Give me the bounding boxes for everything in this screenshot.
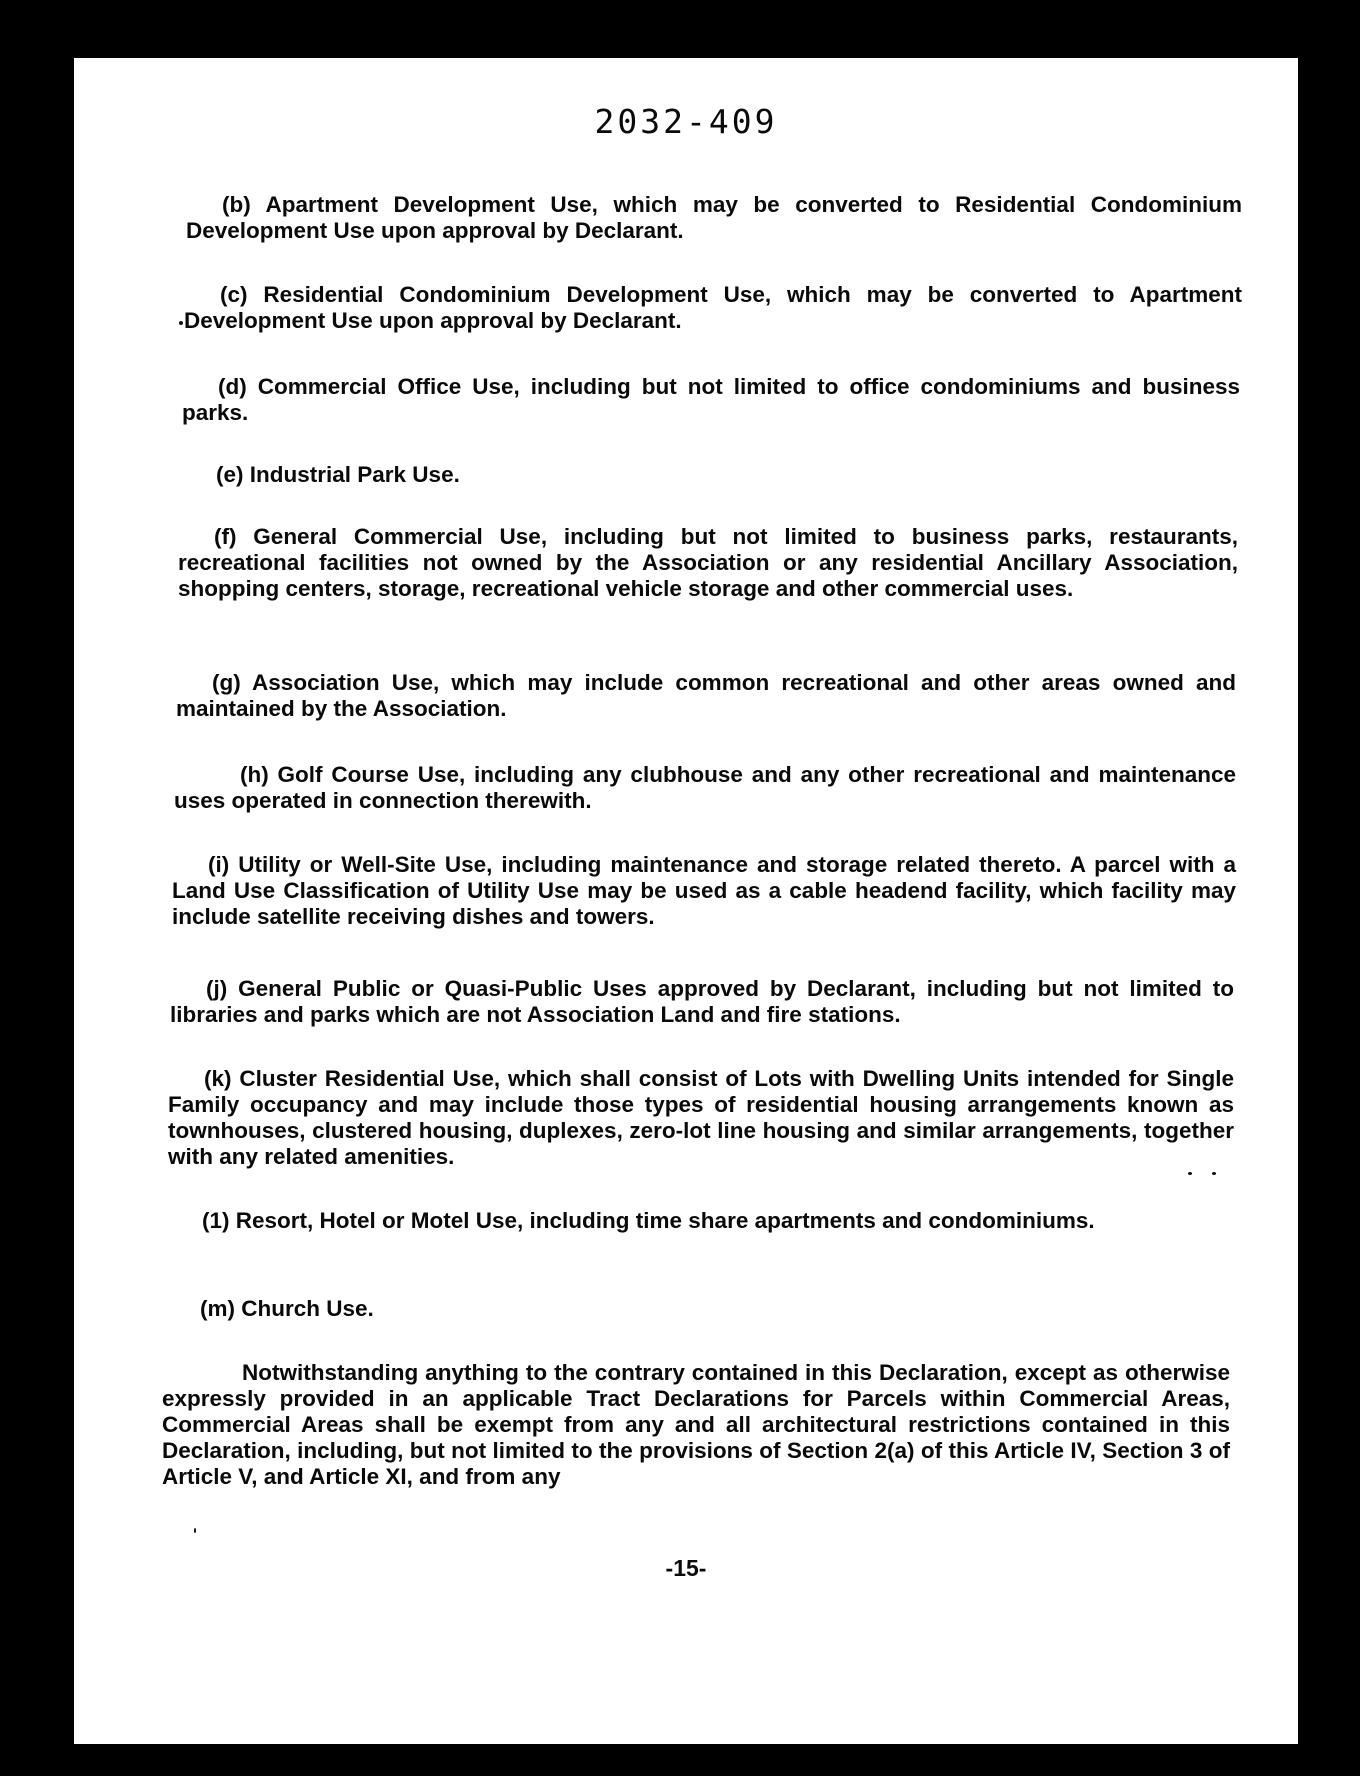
document-page — [74, 58, 1298, 1744]
paragraph-d: (d) Commercial Office Use, including but not limited to office condominiums and business parks. — [182, 374, 1240, 425]
paragraph-g: (g) Association Use, which may include common recreational and other areas owned and maintained by the Association. — [176, 670, 1236, 721]
paragraph-m: (m) Church Use. — [200, 1296, 374, 1321]
paragraph-notwithstanding: Notwithstanding anything to the contrary contained in this Declaration, except as otherwise expressly provided in an applicable Tract Declarations for Parcels within Commercial Areas, Commercial Areas shall be exempt from any and all architectural restrictions contained in this Declaration, including, but not limited to the provisions of Section 2(a) of this Article IV, Section 3 of Article V, and Article XI, and from any — [162, 1360, 1230, 1489]
document-number: 2032-409 — [594, 102, 778, 141]
scan-speck — [1212, 1172, 1216, 1175]
paragraph-l: (1) Resort, Hotel or Motel Use, including time share apartments and condominiums. — [202, 1208, 1095, 1233]
page-number: -15- — [665, 1555, 707, 1581]
scan-speck — [194, 1528, 196, 1533]
scan-speck — [1188, 1172, 1192, 1175]
paragraph-f: (f) General Commercial Use, including but not limited to business parks, restaurants, recreational facilities not owned by the Association or any residential Ancillary Association, shopping centers, storage, recreational vehicle storage and other commercial uses. — [178, 524, 1238, 601]
scan-speck — [179, 321, 183, 325]
paragraph-i: (i) Utility or Well-Site Use, including maintenance and storage related thereto. A parcel with a Land Use Classification of Utility Use may be used as a cable headend facility, which facility may include satellite receiving dishes and towers. — [172, 852, 1236, 929]
paragraph-b: (b) Apartment Development Use, which may be converted to Residential Condominium Development Use upon approval by Declarant. — [186, 192, 1242, 243]
paragraph-c: (c) Residential Condominium Development Use, which may be converted to Apartment Development Use upon approval by Declarant. — [184, 282, 1242, 333]
paragraph-j: (j) General Public or Quasi-Public Uses approved by Declarant, including but not limited to libraries and parks which are not Association Land and fire stations. — [170, 976, 1234, 1027]
paragraph-e: (e) Industrial Park Use. — [216, 462, 460, 487]
paragraph-h: (h) Golf Course Use, including any clubhouse and any other recreational and maintenance uses operated in connection therewith. — [174, 762, 1236, 813]
paragraph-k: (k) Cluster Residential Use, which shall consist of Lots with Dwelling Units intended for Single Family occupancy and may include those types of residential housing arrangements known as townhouses, clustered housing, duplexes, zero-lot line housing and similar arrangements, together with any related amenities. — [168, 1066, 1234, 1169]
